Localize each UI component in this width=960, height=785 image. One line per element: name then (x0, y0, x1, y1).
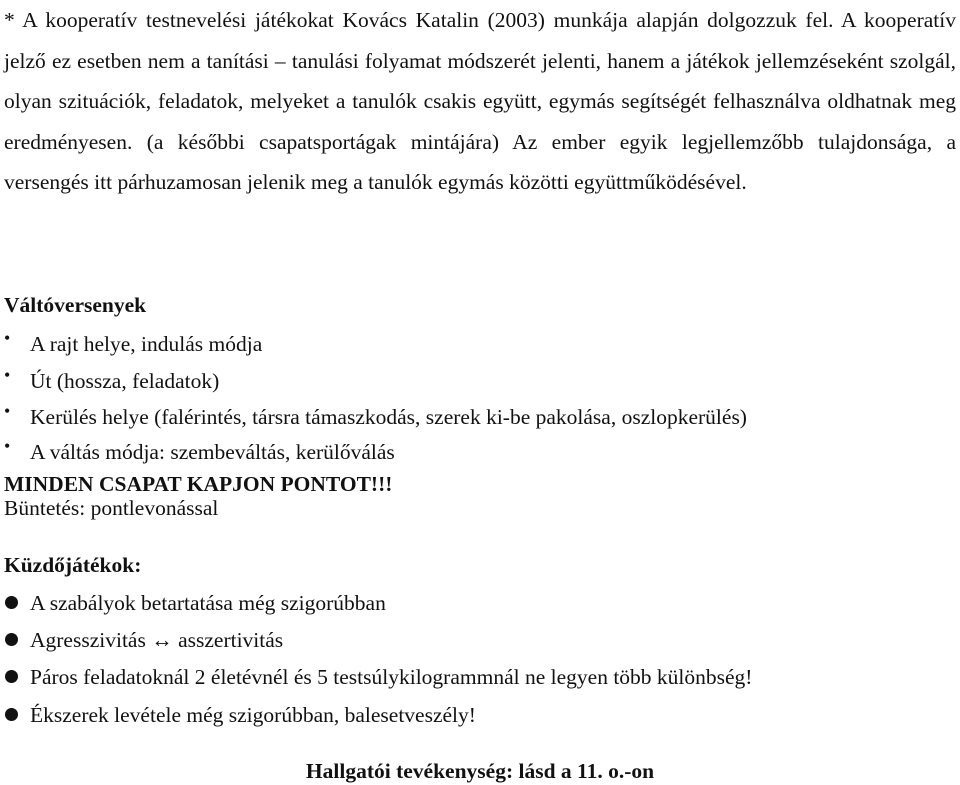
bullet-dot-icon: • (4, 401, 11, 421)
fight-item-label: Agresszivitás ↔ asszertivitás (30, 628, 284, 652)
fight-item-1 (4, 589, 386, 617)
relay-item-label: Kerülés helye (falérintés, társra támaszkodás, szerek ki-be pakolása, oszlopkerülés) (30, 405, 747, 429)
relay-item-2 (4, 367, 219, 395)
relay-item-label: Út (hossza, feladatok) (30, 369, 220, 393)
relay-item-3 (4, 403, 747, 431)
relay-item-label: A váltás módja: szembeváltás, kerülőválás (30, 440, 395, 464)
fight-item-4 (4, 701, 476, 729)
fight-item-3 (4, 663, 752, 691)
footer-note: Hallgatói tevékenység: lásd a 11. o.-on (305, 759, 655, 783)
bullet-dot-icon: • (4, 328, 11, 348)
relay-item-1 (4, 330, 262, 358)
relay-heading: Váltóversenyek (4, 293, 147, 317)
fight-item-label: Páros feladatoknál 2 életévnél és 5 testsúlykilogrammnál ne legyen több különbség! (30, 665, 753, 689)
relay-emphasis: MINDEN CSAPAT KAPJON PONTOT!!! (4, 472, 393, 496)
relay-item-label: A rajt helye, indulás módja (30, 332, 263, 356)
relay-penalty: Büntetés: pontlevonással (4, 496, 219, 520)
fight-item-2 (4, 626, 283, 654)
bullet-dot-icon: • (4, 436, 11, 456)
bullet-dot-icon: • (4, 365, 11, 385)
relay-item-4 (4, 438, 395, 466)
fight-item-label: Ékszerek levétele még szigorúbban, balesetveszély! (30, 703, 476, 727)
fight-heading: Küzdőjátékok: (4, 553, 142, 577)
fight-item-label: A szabályok betartatása még szigorúbban (30, 591, 386, 615)
intro-paragraph: * A kooperatív testnevelési játékokat Kovács Katalin (2003) munkája alapján dolgozzuk fel. A kooperatív jelző ez esetben nem a tanítási – tanulási folyamat módszerét jelenti, hanem a játékok jellemzéseként szolgál, olyan szituációk, feladatok, melyeket a tanulók csakis együtt, egymás segítségét felhasználva oldhatnak meg eredményesen. (a későbbi csapatsportágak mintájára) Az ember egyik legjellemzőbb tulajdonsága, a versengés itt párhuzamosan jelenik meg a tanulók egymás közötti együttműködésével. (4, 8, 956, 194)
